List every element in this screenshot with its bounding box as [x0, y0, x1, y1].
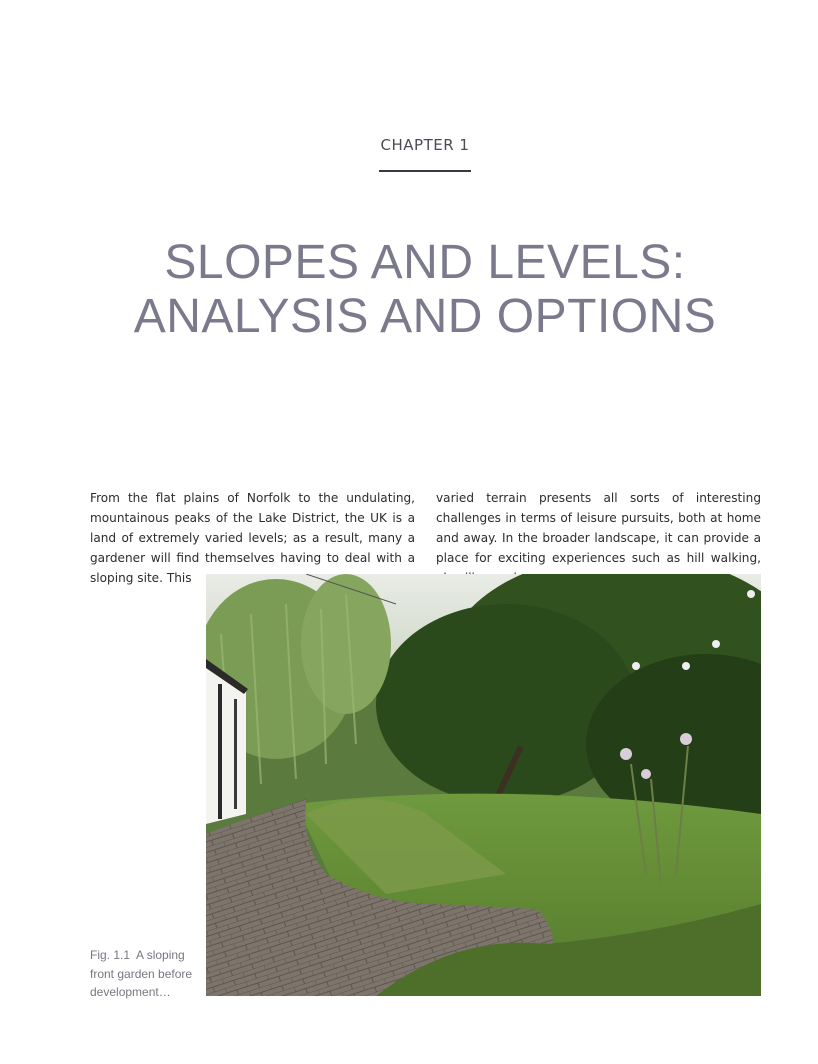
figure-caption-text: A sloping front garden before development… [90, 948, 193, 999]
body-text-right-column: varied terrain presents all sorts of interesting challenges in terms of leisure pursuits, both at home and away. In the broader landscape, it can provide a place for exciting experiences such as hill walking, [436, 491, 761, 565]
figure-number: Fig. 1.1 [90, 948, 131, 962]
chapter-title-line-1: SLOPES AND LEVELS: [164, 236, 686, 289]
garden-photo [206, 574, 761, 996]
garden-photo-illustration [206, 574, 761, 996]
chapter-rule [379, 170, 471, 172]
figure-caption [90, 946, 202, 1002]
body-text-left-column: From the flat plains of Norfolk to the undulating, mountainous peaks of the Lake District, the UK is a land of extremely varied levels; as a result, many a gardener will find themselves having to deal with a sloping site. This [90, 491, 415, 585]
chapter-title-line-2: ANALYSIS AND OPTIONS [133, 290, 717, 343]
chapter-title [0, 236, 818, 344]
chapter-label: CHAPTER 1 [380, 136, 470, 154]
